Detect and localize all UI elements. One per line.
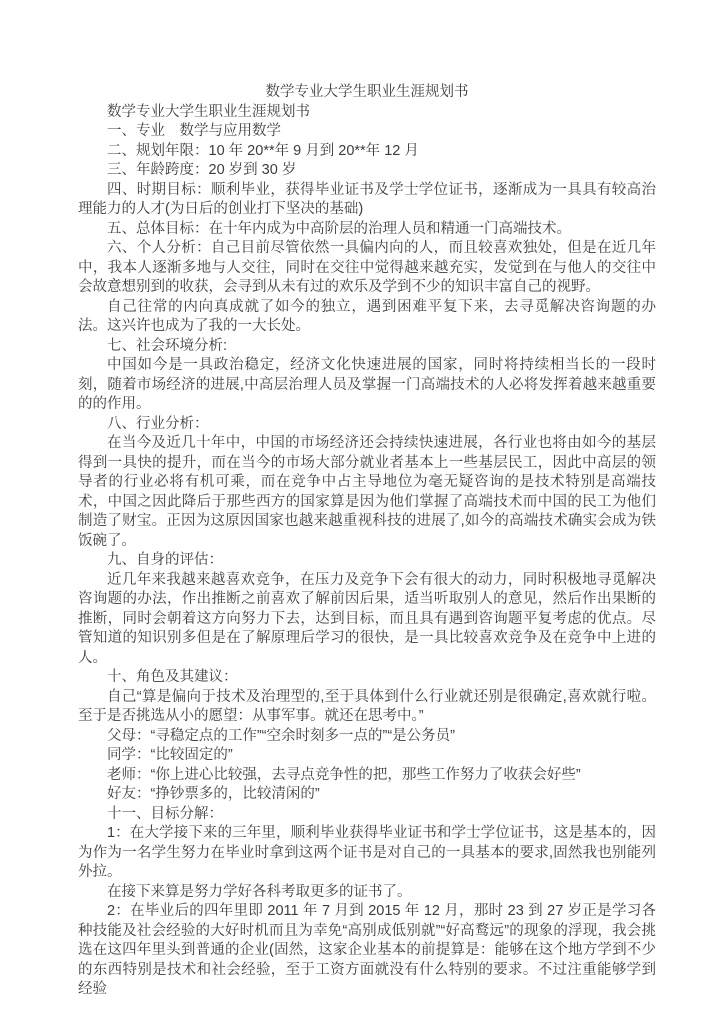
- paragraph: 十、角色及其建议：: [107, 669, 238, 685]
- document-title: 数学专业大学生职业生涯规划书: [265, 84, 469, 100]
- paragraph: 一、专业 数学与应用数学: [107, 123, 281, 139]
- paragraph: 在当今及近几十年中，中国的市场经济还会持续快速进展，各行业也将由如今的基层得到一具快的提升，而在当今的市场大部分就业者基本上一些基层民工，因此中高层的领导者的行业必将有机可乘，而在竞争中占主导地位为毫无疑咨询的是技术特别是高端技术，中国之因此降后于那些西方的国家算是因为他们掌握了高端技术而中国的民工为他们制造了财宝。正因为这原因国家也越来越重视科技的进展了,如今的高端技术确实会成为铁饭碗了。: [78, 435, 656, 549]
- paragraph: 八、行业分析：: [107, 415, 209, 432]
- paragraph: 在接下来算是努力学好各科考取更多的证书了。: [107, 883, 412, 900]
- paragraph: 自己往常的内向真成就了如今的独立，遇到困难平复下来，去寻觅解决咨询题的办法。这兴许也成为了我的一大长处。: [78, 298, 656, 334]
- paragraph: 近几年来我越来越喜欢竞争，在压力及竞争下会有很大的动力，同时积极地寻觅解决咨询题的办法，作出推断之前喜欢了解前因后果，适当听取别人的意见，然后作出果断的推断，同时会朝着这方向努力下去，达到目标，而且具有遇到咨询题平复考虑的优点。尽管知道的知识别多但是在了解原理后学习的很快，是一具比较喜欢竞争及在竞争中上进的人。: [78, 571, 656, 666]
- paragraph: 二、规划年限：10 年 20**年 9 月到 20**年 12 月: [107, 142, 419, 159]
- paragraph: 六、个人分析：自己目前尽管依然一具偏内向的人，而且较喜欢独处，但是在近几年中，我本人逐渐多地与人交往，同时在交往中觉得越来越充实，发觉到在与他人的交往中会故意想别到的收获，会寻到从未有过的欢乐及学到不少的知识丰富自己的视野。: [78, 240, 656, 295]
- paragraph: 七、社会环境分析:: [107, 337, 228, 354]
- paragraph: 老师：“你上进心比较强，去寻点竞争性的把，那些工作努力了收获会好些”: [107, 766, 581, 783]
- document-body: [78, 83, 656, 1000]
- paragraph: 自己“算是偏向于技术及治理型的,至于具体到什么行业就还别是很确定,喜欢就行啦。至于是否挑选从小的愿望：从事军事。就还在思考中。”: [78, 688, 656, 724]
- paragraph: 父母：“寻稳定点的工作”“空余时刻多一点的”“是公务员”: [107, 727, 455, 744]
- paragraph: 十一、目标分解：: [107, 805, 223, 822]
- paragraph: 中国如今是一具政治稳定，经济文化快速进展的国家，同时将持续相当长的一段时刻，随着市场经济的进展,中高层治理人员及掌握一门高端技术的人必将发挥着越来越重要的的作用。: [78, 357, 656, 412]
- paragraph: 好友：“挣钞票多的，比较清闲的”: [107, 786, 320, 802]
- paragraph: 数学专业大学生职业生涯规划书: [107, 103, 310, 120]
- paragraph: 2：在毕业后的四年里即 2011 年 7 月到 2015 年 12 月，那时 23 到 27 岁正是学习各种技能及社会经验的大好时机而且为幸免“高别成低别就”“好高鹜远”的现象的浮现，我会挑选在这四年里头到普通的企业(固然，这家企业基本的前提算是：能够在这个地方学到不少的东西特别是技术和社会经验，至于工资方面就没有什么特别的要求。不过注重能够学到经验: [78, 903, 656, 997]
- paragraph: 1：在大学接下来的三年里，顺利毕业获得毕业证书和学士学位证书，这是基本的，因为作为一名学生努力在毕业时拿到这两个证书是对自己的一具基本的要求,固然我也别能列外拉。: [78, 825, 656, 880]
- paragraph: 同学：“比较固定的”: [107, 747, 233, 763]
- paragraph: 四、时期目标：顺利毕业，获得毕业证书及学士学位证书，逐渐成为一具具有较高治理能力的人才(为日后的创业打下坚决的基础): [78, 181, 656, 217]
- paragraph: 九、自身的评估：: [107, 552, 223, 568]
- paragraph: 五、总体目标：在十年内成为中高阶层的治理人员和精通一门高端技术。: [107, 220, 571, 237]
- paragraph: 三、年龄跨度：20 岁到 30 岁: [107, 162, 297, 178]
